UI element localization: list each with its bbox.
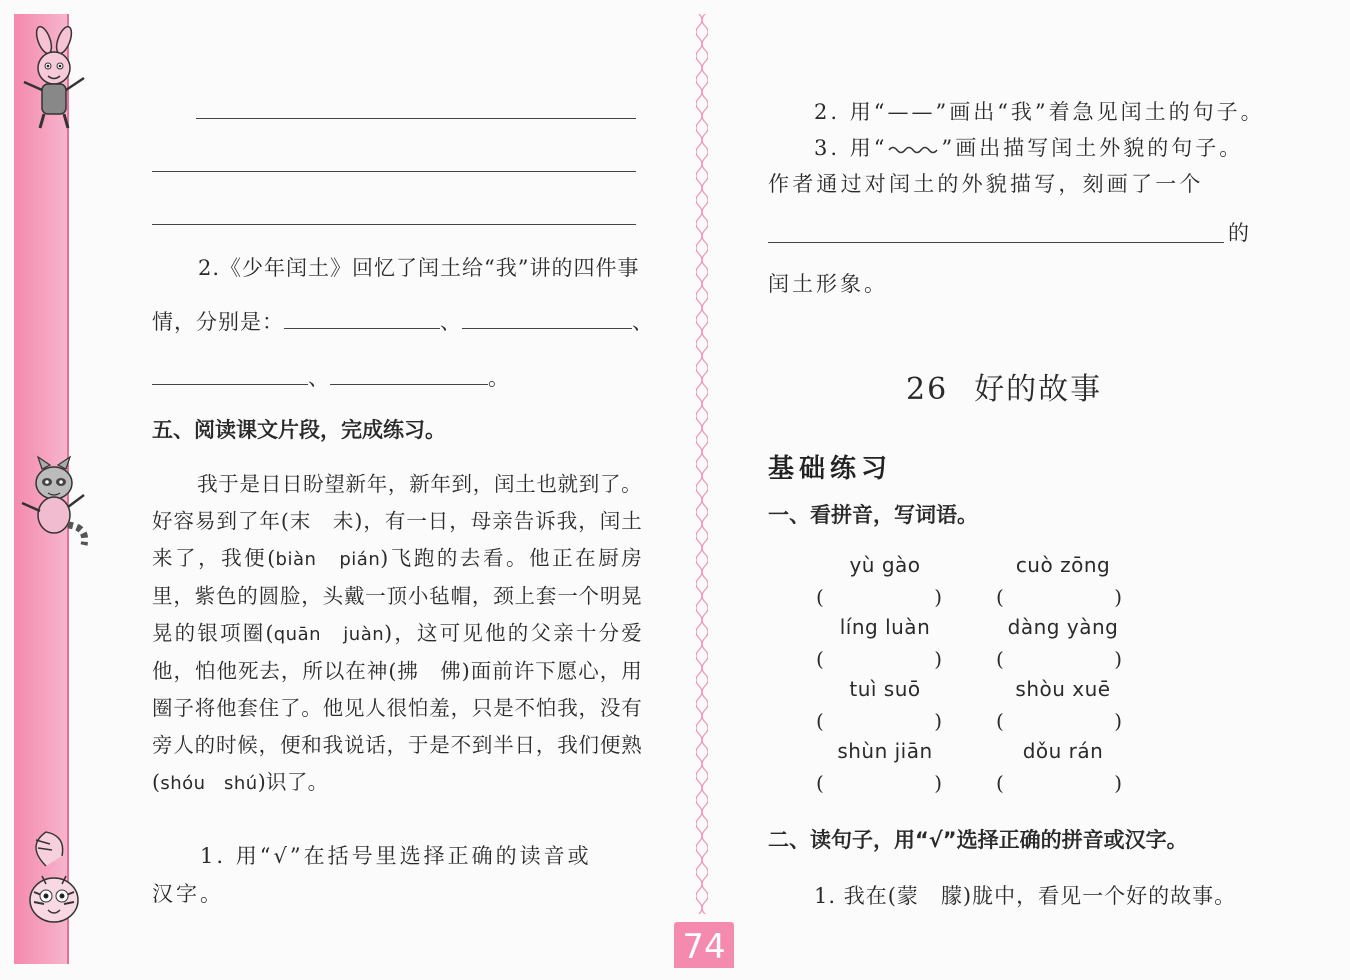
right-question-2 [814,96,1265,126]
passage-text: )识了。 [257,770,329,794]
lesson-heading [906,364,1102,408]
question-text: 2. 用“ [814,100,888,124]
section-1-title: 一、看拼音，写词语。 [768,503,978,527]
pinyin-choice[interactable]: quān juàn [273,624,385,645]
separator: 、 [440,310,462,334]
question-text: ”画出“我”着急见闰土的句子。 [935,100,1265,124]
pinyin-word: líng luàn [839,615,931,639]
raccoon-mascot-icon [14,455,94,555]
answer-paren[interactable]: ( ) [816,709,942,733]
passage-text: )飞跑的去看。他正在厨房里，紫色的圆脸，头戴一顶小毡帽，颈上套一个明晃晃的银项圈 [152,546,643,645]
book-spine-divider [696,14,708,914]
pinyin-word: dàng yàng [1007,615,1119,639]
answer-blank[interactable] [152,364,308,385]
separator: 、 [632,310,654,334]
right-question-3-line2: 作者通过对闰土的外貌描写，刻画了一个 [768,172,1204,196]
pinyin-choice[interactable]: shóu shú [160,773,258,794]
tiger-mascot-icon [16,826,94,936]
question-2-prefix: 情，分别是： [152,310,284,334]
rabbit-mascot-icon [14,26,94,136]
underline-mark: —— [887,100,936,124]
answer-blank[interactable] [330,364,488,385]
answer-blank[interactable] [284,308,440,329]
section-2-question-1: 1. 我在(蒙 朦)胧中，看见一个好的故事。 [814,884,1237,908]
question-text: 3. 用“ [814,136,888,160]
separator: 、 [308,366,330,390]
passage-question-1-line2: 汉字。 [152,882,224,906]
passage-paren: ( [152,770,161,794]
answer-paren[interactable]: ( ) [816,771,942,795]
pinyin-choice[interactable]: biàn pián [275,549,381,570]
pinyin-word: yù gào [849,553,921,577]
pinyin-word: shùn jiān [837,739,933,763]
answer-paren[interactable]: ( ) [816,647,942,671]
end-mark: 。 [488,366,510,390]
wavy-line-mark-icon [887,143,941,157]
page-number: 74 [674,922,734,968]
answer-blank[interactable] [462,308,632,329]
answer-line[interactable] [196,118,636,119]
answer-line[interactable] [152,224,636,225]
answer-line[interactable] [768,242,1224,243]
reading-passage [152,466,642,802]
passage-text: 我于是日日盼望新年，新年到，闰土也就到了。好容易到了年(末 未)，有一日，母亲告诉我，闰土来了，我便 [152,472,642,570]
pinyin-word: tuì suō [849,677,921,701]
section-2-title: 二、读句子，用“√”选择正确的拼音或汉字。 [768,828,1188,852]
passage-paren: ( [265,621,274,645]
passage-text: )，这可见他的父亲十分爱他，怕他死去，所以在神(拂 佛)面前许下愿心，用圈子将他套住了。他见人很怕羞，只是不怕我，没有旁人的时候，便和我说话，于是不到半日，我们便熟 [152,621,643,757]
question-2-answer-row-2 [152,362,510,392]
passage-paren: ( [267,546,276,570]
lesson-number: 26 [906,372,949,407]
answer-paren[interactable]: ( ) [996,585,1122,609]
pinyin-word: cuò zōng [1015,553,1111,577]
section-5-title: 五、阅读课文片段，完成练习。 [152,418,446,442]
question-2-answer-row [152,306,654,336]
answer-line[interactable] [152,171,636,172]
passage-question-1-line1: 1. 用“√”在括号里选择正确的读音或 [200,844,592,868]
right-question-3-line4: 闰土形象。 [768,272,888,296]
answer-paren[interactable]: ( ) [816,585,942,609]
question-text: ”画出描写闰土外貌的句子。 [941,136,1244,160]
pinyin-word: shòu xuē [1015,677,1111,701]
answer-paren[interactable]: ( ) [996,647,1122,671]
question-3-de: 的 [1228,221,1250,245]
basic-exercise-title: 基础练习 [768,454,893,484]
pinyin-word: dǒu rán [1022,739,1104,763]
question-2-intro: 2.《少年闰土》回忆了闰土给“我”讲的四件事 [198,256,640,280]
lesson-title: 好的故事 [974,372,1103,407]
right-question-3 [814,132,1243,162]
answer-paren[interactable]: ( ) [996,709,1122,733]
answer-paren[interactable]: ( ) [996,771,1122,795]
